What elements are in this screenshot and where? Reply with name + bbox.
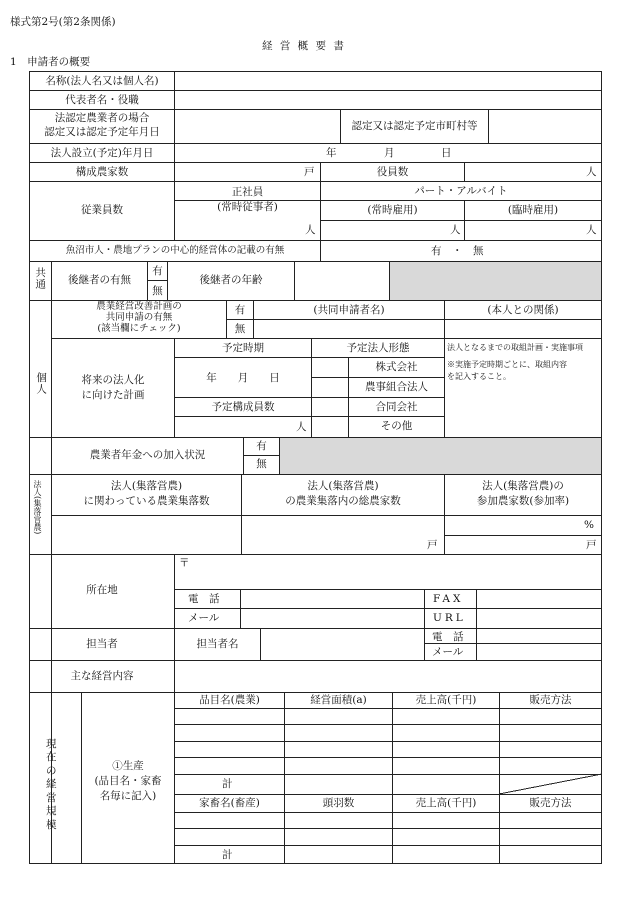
label-officers: 役員数	[376, 166, 409, 178]
part-temp-unit: 人	[586, 224, 597, 236]
label-form: 予定法人形態	[346, 342, 410, 354]
col-area: 経営面積(a)	[310, 694, 367, 706]
members-unit: 人	[296, 421, 307, 433]
corp-col1-2: に関わっている農業集落数	[83, 495, 210, 507]
label-relation: (本人との関係)	[487, 304, 559, 316]
label-address: 所在地	[86, 584, 118, 596]
col-livestock-sales: 売上高(千円)	[415, 797, 477, 809]
regular-unit: 人	[305, 224, 316, 236]
plan-presence-options[interactable]: 有 ・ 無	[431, 245, 484, 257]
corp-col2-2: の農業集落内の総農家数	[285, 495, 401, 507]
label-pension: 農業者年金への加入状況	[89, 449, 206, 461]
form-goudou[interactable]: 合同会社	[375, 401, 418, 413]
section-individual: 個人	[35, 372, 48, 395]
postal-mark: 〒	[179, 557, 190, 569]
representative-field[interactable]	[175, 91, 601, 109]
label-certified-2: 認定又は認定予定年月日	[44, 126, 160, 138]
pension-yes[interactable]: 有	[256, 440, 267, 452]
label-production-1: ①生産	[112, 760, 144, 772]
label-joint-2: 共同申請の有無	[105, 312, 173, 323]
year-label: 年	[326, 147, 337, 159]
label-url: URL	[433, 612, 466, 624]
label-person: 担当者	[86, 638, 118, 650]
name-field[interactable]	[175, 72, 601, 90]
corp-percent: %	[584, 519, 594, 531]
label-employees: 従業員数	[81, 204, 123, 216]
label-regular-2: (常時従事者)	[217, 201, 278, 213]
col-livestock: 家畜名(畜産)	[199, 797, 260, 809]
label-future-2: に向けた計画	[81, 389, 145, 401]
label-successor: 後継者の有無	[68, 274, 131, 286]
successor-yes[interactable]: 有	[152, 265, 163, 277]
label-cert-city: 認定又は認定予定市町村等	[351, 120, 478, 132]
household-unit: 戸	[304, 166, 315, 178]
label-co-applicant: (共同申請者名)	[313, 304, 385, 316]
joint-no[interactable]: 無	[234, 323, 246, 335]
label-fax: FAX	[433, 593, 464, 605]
label-part-regular: (常時雇用)	[367, 204, 418, 216]
col-item: 品目名(農業)	[199, 694, 260, 706]
cert-city-field[interactable]	[489, 110, 601, 143]
label-production-3: 名毎に記入)	[99, 790, 157, 802]
pension-no[interactable]: 無	[256, 458, 267, 470]
section-heading: 1 申請者の概要	[10, 56, 91, 68]
label-person-name: 担当者名	[196, 638, 239, 650]
page-title: 経 営 概 要 書	[262, 40, 346, 52]
label-main-business: 主な経営内容	[70, 670, 134, 682]
officer-unit: 人	[586, 166, 597, 178]
col-method: 販売方法	[529, 694, 572, 706]
form-kabushiki[interactable]: 株式会社	[375, 361, 418, 373]
corp-col1-1: 法人(集落営農)	[110, 480, 183, 492]
label-part-temp: (臨時雇用)	[507, 204, 559, 216]
joint-yes[interactable]: 有	[234, 304, 246, 316]
label-production-2: (品目名・家畜	[94, 775, 162, 787]
label-regular-1: 正社員	[231, 186, 264, 198]
day-label: 日	[441, 147, 452, 159]
form-other[interactable]: その他	[380, 420, 413, 432]
col-livestock-method: 販売方法	[529, 797, 572, 809]
label-name: 名称(法人名又は個人名)	[45, 75, 159, 87]
label-schedule: 予定時期	[222, 342, 264, 354]
label-plan-presence: 魚沼市人・農地プランの中心的経営体の記載の有無	[65, 245, 285, 256]
label-households: 構成農家数	[75, 166, 129, 178]
label-joint-1: 農業経営改善計画の	[96, 301, 182, 312]
month-label: 月	[384, 147, 395, 159]
label-person-mail: メール	[432, 646, 464, 658]
label-members: 予定構成員数	[211, 401, 275, 413]
corp-col3-1: 法人(集落営農)の	[482, 480, 564, 492]
label-mail: メール	[188, 612, 220, 624]
corp-col2-1: 法人(集落営農)	[307, 480, 379, 492]
label-successor-age: 後継者の年齢	[199, 274, 263, 286]
schedule-ymd[interactable]: 年 月 日	[206, 372, 280, 384]
label-certified-1: 法認定農業者の場合	[54, 112, 150, 124]
address-field[interactable]	[192, 556, 600, 588]
label-established: 法人設立(予定)年月日	[50, 147, 154, 159]
successor-no[interactable]: 無	[152, 285, 163, 297]
corp-col3-2: 参加農家数(参加率)	[476, 495, 570, 507]
corp-household-unit-2: 戸	[586, 539, 597, 551]
label-part-time: パート・アルバイト	[414, 185, 508, 197]
col-sales: 売上高(千円)	[415, 694, 477, 706]
label-representative: 代表者名・役職	[65, 94, 139, 106]
form-nouji[interactable]: 農事組合法人	[365, 381, 428, 393]
form-number: 様式第2号(第2条関係)	[10, 16, 116, 28]
plan-note-2: ※実施予定時期ごとに、取組内容	[447, 360, 567, 369]
label-tel: 電 話	[188, 593, 220, 605]
corp-household-unit: 戸	[427, 539, 438, 551]
certified-date-field[interactable]	[175, 110, 340, 143]
label-future-1: 将来の法人化	[81, 374, 145, 386]
plan-note-1: 法人となるまでの取組計画・実施事項	[447, 343, 583, 352]
label-joint-3: (該当欄にチェック)	[97, 323, 181, 334]
section-corp: 法人(集落営農)	[33, 480, 42, 535]
label-scale: 現在の経営規模	[46, 738, 57, 831]
part-regular-unit: 人	[450, 224, 461, 236]
crop-total: 計	[222, 778, 233, 790]
col-heads: 頭羽数	[322, 797, 355, 809]
label-person-tel: 電 話	[432, 631, 464, 643]
section-common: 共通	[34, 267, 47, 290]
plan-note-3: を記入すること。	[447, 372, 511, 381]
livestock-total: 計	[222, 849, 233, 861]
